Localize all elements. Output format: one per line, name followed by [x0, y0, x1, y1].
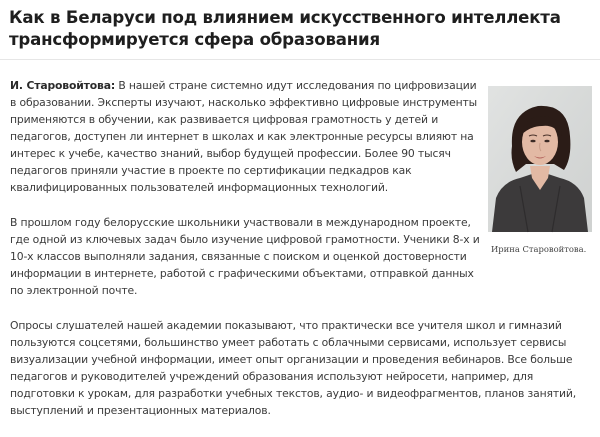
paragraph-2: В прошлом году белорусские школьники участвовали в международном проекте, где одной из ключевых задач было изучение цифровой грамотности. Ученики 8-х и 10-х классов выполняли задания, связанные с поиском и оценкой достоверности информации в интернете, работой с графическими объектами, отправкой данных по электронной почте.	[10, 216, 480, 297]
portrait-caption: Ирина Старовойтова.	[491, 244, 587, 254]
paragraph-1-text: В нашей стране системно идут исследования по цифровизации в образовании. Эксперты изучают, насколько эффективно цифровые инструменты применяются в обучении, как развивается цифровая грамотность у детей и педагогов, доступен ли интернет в школах и как электронные ресурсы влияют на интерес к учебе, качество знаний, выбор будущей профессии. Более 90 тысяч педагогов приняли участие в проекте по сертификации педкадров как квалифицированных пользователей информационных технологий.	[10, 79, 477, 194]
article-headline: Как в Беларуси под влиянием искусственного интеллекта трансформируется сфера образования	[9, 8, 561, 49]
portrait-photo	[488, 86, 592, 232]
paragraph-1	[10, 77, 480, 196]
headline-divider	[0, 59, 600, 60]
portrait-figure	[488, 86, 592, 255]
speaker-name: И. Старовойтова:	[10, 79, 116, 92]
paragraph-3: Опросы слушателей нашей академии показывают, что практически все учителя школ и гимназий пользуются соцсетями, большинство умеет работать с облачными сервисами, использует сервисы визуализации учебной информации, имеет опыт организации и проведения вебинаров. Все больше педагогов и руководителей учреждений образования используют нейросети, например, для подготовки к урокам, для разработки учебных текстов, аудио- и видеофрагментов, планов занятий, выступлений и презентационных материалов.	[10, 319, 576, 417]
